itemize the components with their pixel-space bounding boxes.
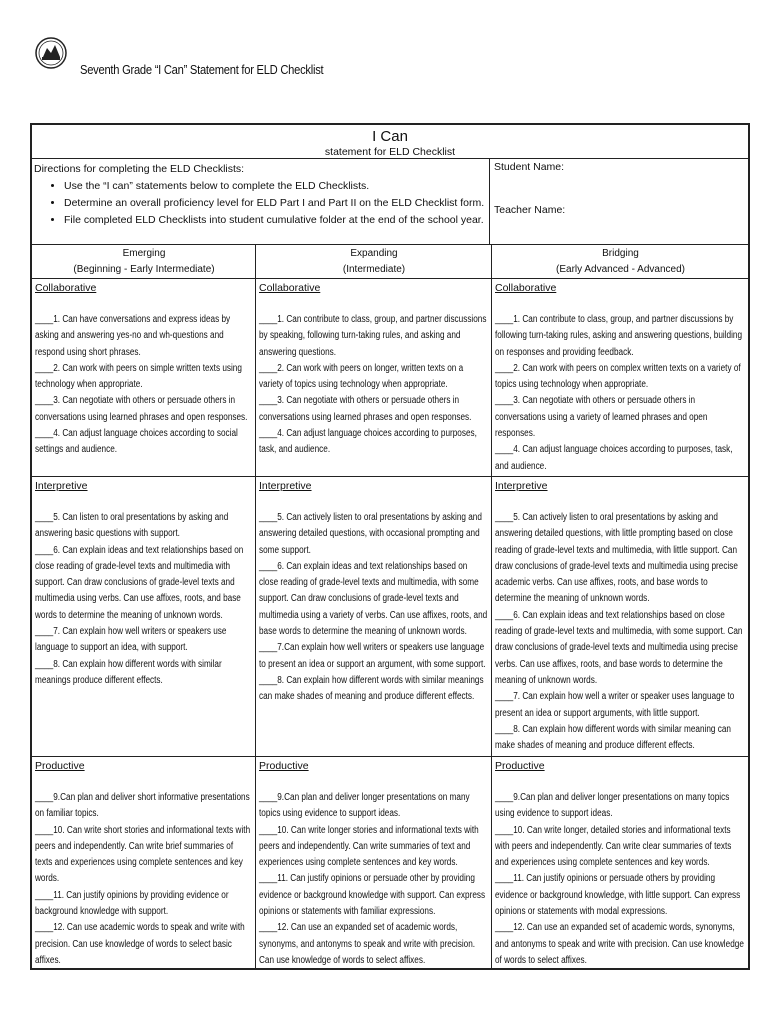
statement-cell — [492, 279, 748, 477]
can-statement: ____11. Can justify opinions by providing evidence or background knowledge with support. — [35, 889, 229, 918]
statement-cell — [256, 477, 492, 757]
statement-list — [259, 504, 487, 706]
section-label: Collaborative — [259, 282, 321, 294]
level-range: (Early Advanced - Advanced) — [556, 264, 685, 276]
directions-title: Directions for completing the ELD Checklists: — [34, 163, 245, 175]
can-statement: ____10. Can write longer, detailed stories and informational texts with peers and independently. Can write clear summaries of texts and experiences using complete sentences and key words. — [495, 824, 732, 869]
sheet-header — [32, 125, 748, 159]
direction-item: • Determine an overall proficiency level for ELD Part I and Part II on the ELD Checklist form. — [64, 195, 489, 212]
names-box — [490, 159, 748, 244]
statement-cell — [32, 477, 256, 757]
can-statement: ____1. Can contribute to class, group, and partner discussions by following turn-taking rules, asking and answering questions, building on responses and providing feedback. — [495, 314, 743, 358]
can-statement: ____2. Can work with peers on simple written texts using technology when appropriate. — [35, 362, 242, 391]
direction-item: • File completed ELD Checklists into student cumulative folder at the end of the school year. — [64, 212, 489, 229]
can-statement: ____9.Can plan and deliver short informative presentations on familiar topics. — [35, 792, 250, 820]
level-range: (Intermediate) — [342, 264, 406, 276]
can-statement: ____6. Can explain ideas and text relationships based on close reading of grade-level texts and multimedia, with some support. Can draw conclusions of grade-level texts and multimedia using a variety of verbs. Can use affixes, roots, and base words to determine the meaning of unknown words. — [259, 560, 488, 638]
can-statement: ____7. Can explain how well writers or speakers use language to support an idea, with support. — [35, 626, 227, 654]
statement-cell — [32, 757, 256, 969]
section-label: Productive — [35, 760, 85, 772]
can-statement: ____5. Can actively listen to oral presentations by asking and answering detailed questions, with occasional prompting and some support. — [259, 512, 482, 556]
statement-list — [259, 784, 487, 969]
can-statement: ____7.Can explain how well writers or speakers use language to present an idea or support an argument, with some support. — [259, 642, 486, 670]
can-statement: ____2. Can work with peers on complex written texts on a variety of topics using technology when appropriate. — [495, 362, 741, 391]
column-header-emerging — [32, 245, 256, 279]
statement-cell — [256, 279, 492, 477]
can-statement: ____12. Can use academic words to speak and write with precision. Can use knowledge of words to select basic affixes. — [35, 922, 245, 966]
level-name: Bridging — [602, 248, 639, 259]
district-seal-icon — [34, 30, 68, 76]
section-label: Productive — [259, 760, 309, 772]
can-statement: ____12. Can use an expanded set of academic words, synonyms, and antonyms to speak and write with precision. Can use knowledge of words to select affixes. — [259, 922, 476, 966]
section-label: Interpretive — [495, 480, 548, 492]
direction-item: • Use the “I can” statements below to complete the ELD Checklists. — [64, 178, 489, 195]
section-label: Interpretive — [259, 480, 312, 492]
can-statement: ____9.Can plan and deliver longer presentations on many topics using evidence to support ideas. — [495, 792, 730, 820]
statement-list — [259, 306, 487, 459]
can-statement: ____7. Can explain how well a writer or speaker uses language to present an idea or support arguments, with little support. — [495, 691, 735, 719]
can-statement: ____4. Can adjust language choices according to purposes, task, and audience. — [259, 428, 477, 456]
can-statement: ____3. Can negotiate with others or persuade others in conversations using learned phrases and open responses. — [259, 395, 472, 423]
level-name: Expanding — [350, 248, 398, 259]
can-statement: ____8. Can explain how different words with similar meanings can make shades of meaning and produce different effects. — [259, 674, 484, 703]
can-statement: ____4. Can adjust language choices according to social settings and audience. — [35, 428, 238, 456]
can-statement: ____1. Can contribute to class, group, and partner discussions by speaking, following turn-taking rules, and asking and answering questions. — [259, 314, 487, 358]
directions-list — [34, 178, 489, 229]
can-statement: ____10. Can write short stories and informational texts with peers and independently. Can write brief summaries of texts and experiences using complete sentences and key words. — [35, 824, 251, 885]
statement-list — [495, 784, 744, 969]
section-label: Collaborative — [495, 282, 557, 294]
directions-box — [32, 159, 490, 244]
statement-list — [35, 504, 251, 689]
statement-cell — [256, 757, 492, 969]
column-header-expanding — [256, 245, 492, 279]
can-statement: ____5. Can actively listen to oral presentations by asking and answering detailed questions, with little prompting based on close reading of grade-level texts and multimedia, with little support. Can draw conclusions of grade-level texts and multimedia using precise academic verbs. Can use affixes, roots, and base words to determine the meaning of unknown words. — [495, 512, 738, 605]
statement-list — [495, 504, 744, 754]
student-name-label: Student Name: — [494, 161, 565, 173]
directions-row — [32, 159, 748, 245]
section-label: Interpretive — [35, 480, 88, 492]
can-statement: ____9.Can plan and deliver longer presentations on many topics using evidence to support ideas. — [259, 792, 470, 820]
column-header-bridging — [492, 245, 748, 279]
teacher-name-label: Teacher Name: — [494, 204, 566, 216]
can-statement: ____3. Can negotiate with others or persuade others in conversations using learned phrases and open responses. — [35, 395, 248, 423]
statement-cell — [492, 477, 748, 757]
section-label: Collaborative — [35, 282, 97, 294]
statement-cell — [492, 757, 748, 969]
sheet-subtitle: statement for ELD Checklist — [324, 146, 456, 158]
section-label: Productive — [495, 760, 545, 772]
can-statement: ____5. Can listen to oral presentations by asking and answering basic questions with support. — [35, 512, 229, 540]
can-statement: ____8. Can explain how different words with similar meaning can make shades of meaning and produce different effects. — [495, 723, 731, 752]
level-range: (Beginning - Early Intermediate) — [73, 264, 215, 276]
level-name: Emerging — [122, 248, 166, 259]
can-statement: ____1. Can have conversations and express ideas by asking and answering yes-no and wh-questions and respond using short phrases. — [35, 314, 231, 358]
statement-list — [35, 306, 251, 459]
statement-list — [495, 306, 744, 475]
can-statement: ____8. Can explain how different words with similar meanings produce different effects. — [35, 658, 222, 686]
statement-list — [35, 784, 251, 969]
statements-grid — [32, 245, 748, 969]
can-statement: ____10. Can write longer stories and informational texts with peers and independently. Can write summaries of text and experiences using complete sentences and key words. — [259, 824, 479, 869]
checklist-sheet — [30, 123, 750, 970]
page-title: Seventh Grade “I Can” Statement for ELD Checklist — [80, 62, 324, 77]
can-statement: ____11. Can justify opinions or persuade others by providing evidence or background knowledge, with little support. Can express opinions or statements with modal expressions. — [495, 873, 741, 918]
can-statement: ____11. Can justify opinions or persuade other by providing evidence or background knowledge with support. Can express opinions or statements with familiar expressions. — [259, 873, 486, 918]
can-statement: ____4. Can adjust language choices according to purposes, task, and audience. — [495, 444, 733, 472]
can-statement: ____12. Can use an expanded set of academic words, synonyms, and antonyms to speak and write with precision. Can use knowledge of words to select affixes. — [495, 922, 744, 966]
can-statement: ____6. Can explain ideas and text relationships based on close reading of grade-level texts and multimedia with support. Can draw conclusions of grade-level texts and multimedia using verbs. Can use affixes, roots, and base words to determine the meaning of unknown words. — [35, 544, 244, 621]
can-statement: ____6. Can explain ideas and text relationships based on close reading of grade-level texts and multimedia, with some support. Can draw conclusions of grade-level texts and multimedia using precise verbs. Can use affixes, roots, and base words to determine the meaning of unknown words. — [495, 609, 743, 686]
can-statement: ____3. Can negotiate with others or persuade others in conversations using a variety of learned phrases and open responses. — [495, 395, 708, 440]
sheet-title: I Can — [372, 128, 408, 145]
can-statement: ____2. Can work with peers on longer, written texts on a variety of topics using technology when appropriate. — [259, 362, 464, 391]
statement-cell — [32, 279, 256, 477]
